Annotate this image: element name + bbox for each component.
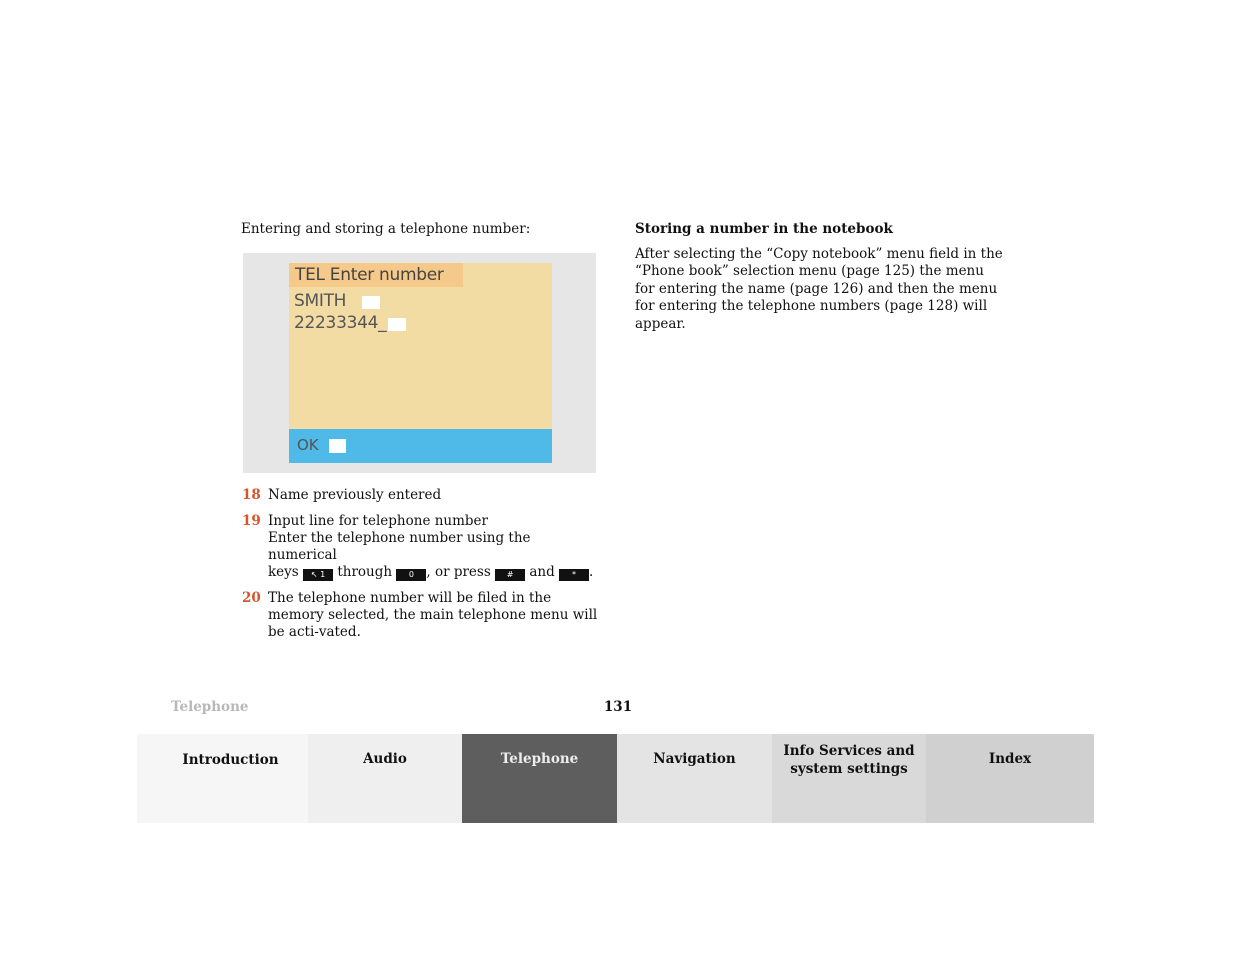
telephone-display	[289, 263, 552, 463]
key-0-icon: 0	[396, 569, 426, 581]
display-name-line: SMITH	[294, 291, 347, 311]
item-number: 19	[242, 513, 261, 529]
tab-info-line1: Info Services and	[783, 743, 915, 759]
callout-marker-19	[388, 318, 406, 331]
tab-introduction[interactable]: Introduction	[137, 734, 308, 823]
callout-marker-18	[362, 296, 380, 309]
chapter-tabs	[137, 734, 1094, 823]
item-text: Name previously entered	[268, 487, 442, 503]
tab-audio[interactable]: Audio	[308, 734, 462, 823]
notebook-section	[635, 221, 1005, 333]
list-item	[242, 487, 602, 504]
item-number: 20	[242, 590, 261, 606]
tab-navigation[interactable]: Navigation	[617, 734, 772, 823]
section-body: After selecting the “Copy notebook” menu field in the “Phone book” selection menu (page 125) the menu for entering the name (page 126) and then the menu for entering the telephone numbers (page 128) will appear.	[635, 246, 1003, 332]
item-text: .	[589, 564, 594, 580]
tab-telephone[interactable]: Telephone	[462, 734, 617, 823]
callout-marker-20	[329, 439, 346, 453]
footer-section-label: Telephone	[171, 699, 249, 715]
item-text: The telephone number will be filed in the memory selected, the main telephone menu will be acti-vated.	[268, 590, 598, 640]
key-star-icon: *	[559, 569, 589, 581]
page-number: 131	[603, 699, 633, 715]
item-text: Enter the telephone number using the numerical	[268, 530, 531, 563]
item-text: through	[337, 564, 393, 580]
item-heading: Input line for telephone number	[268, 513, 488, 529]
key-1-icon: ↖ 1	[303, 569, 333, 581]
intro-text: Entering and storing a telephone number:	[241, 221, 531, 237]
display-title: TEL Enter number	[289, 263, 463, 287]
display-bottom-bar	[289, 429, 552, 463]
display-number-line: 22233344_	[294, 313, 387, 333]
section-heading: Storing a number in the notebook	[635, 221, 893, 237]
key-hash-icon: #	[495, 569, 525, 581]
list-item	[242, 513, 602, 581]
tab-index[interactable]: Index	[926, 734, 1094, 823]
tab-info-services[interactable]	[772, 734, 926, 823]
item-text: keys	[268, 564, 299, 580]
item-text: , or press	[426, 564, 491, 580]
item-number: 18	[242, 487, 261, 503]
item-keys-line	[268, 564, 602, 581]
display-ok-label: OK	[297, 436, 319, 454]
tab-info-line2: system settings	[790, 761, 908, 777]
callout-list	[242, 487, 602, 650]
item-text: and	[529, 564, 555, 580]
list-item	[242, 590, 602, 641]
